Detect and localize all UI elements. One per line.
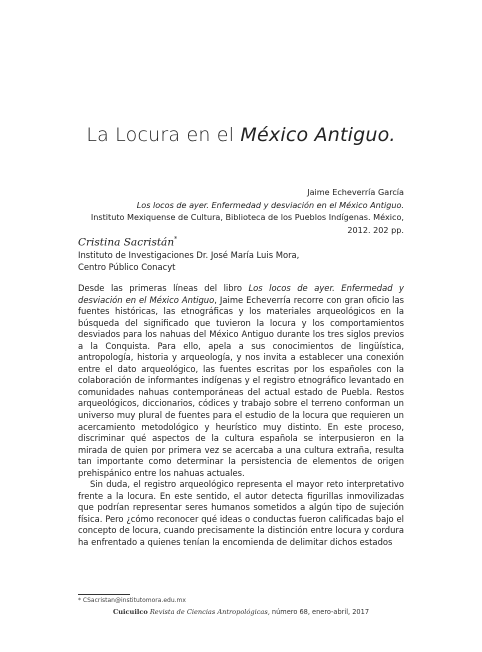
book-author: Jaime Echeverría García <box>307 187 404 197</box>
title-italic: México Antiguo. <box>240 124 396 146</box>
reviewer-name-text: Cristina Sacristán <box>78 236 175 249</box>
footnote-rule <box>78 594 130 595</box>
book-publisher: Instituto Mexiquense de Cultura, Biblioteca de los Pueblos Indígenas. México, <box>90 212 404 223</box>
journal-name: Cuicuilco <box>112 608 148 616</box>
footnote: * CSacristan@institutomora.edu.mx <box>78 597 186 604</box>
affiliation-line-2: Centro Público Conacyt <box>78 261 176 272</box>
paragraph-1 <box>78 283 404 479</box>
reviewer-affiliation <box>78 250 299 273</box>
book-year-pages: 2012. 202 pp. <box>347 224 404 235</box>
body-text <box>78 283 404 549</box>
journal-issue: número 68, enero-abril, 2017 <box>269 608 370 616</box>
affiliation-line-1: Instituto de Investigaciones Dr. José María Luis Mora, <box>78 250 300 260</box>
reviewer-name <box>78 236 177 249</box>
paragraph-2: Sin duda, el registro arqueológico representa el mayor reto interpretativo frente a la locura. En este sentido, el autor detecta figurillas inmovilizadas que podrían representar seres humanos sometidos a algún tipo de sujeción física. Pero ¿cómo reconocer qué ideas o conductas fueron calificadas bajo el concepto de locura, cuando precisamente la distinción entre locura y cordura ha enfrentado a quienes tenían la encomienda de delimitar dichos estados <box>78 479 404 548</box>
page-footer <box>0 608 482 616</box>
paragraph-1-book-title: Los locos de ayer. Enfermedad y desviación en el México Antiguo <box>78 283 405 305</box>
book-title: Los locos de ayer. Enfermedad y desviación en el México Antiguo. <box>136 199 404 210</box>
page-title <box>0 124 482 146</box>
book-reference <box>91 186 404 236</box>
paragraph-1-rest: , Jaime Echeverría recorre con gran oficio las fuentes históricas, las etnográficas y los materiales arqueológicos en la búsqueda del significado que tuvieron la locura y los comportamientos desviados para los nahuas del México Antiguo durante los tres siglos previos a la Conquista. Para ello, apela a sus conocimientos de lingüística, antropología, historia y arqueología, y nos invita a establecer una conexión entre el dato arqueológico, las fuentes escritas por los españoles con la colaboración de informantes indígenas y el registro etnográfico levantado en comunidades nahuas contemporáneas del actual estado de Puebla. Restos arqueológicos, diccionarios, códices y trabajo sobre el terreno conforman un universo muy plural de fuentes para el estudio de la locura que requieren un acercamiento metodológico y heurístico muy distinto. En este proceso, discriminar qué aspectos de la cultura española se interpusieron en la mirada de quien por primera vez se acercaba a una cultura extraña, resulta tan importante como determinar la persistencia de elementos de origen prehispánico entre los nahuas actuales. <box>78 294 404 478</box>
paragraph-1-start: Desde las primeras líneas del libro <box>78 283 249 293</box>
title-main: La Locura en el <box>86 124 241 146</box>
footnote-marker: * <box>174 236 178 243</box>
journal-subtitle: Revista de Ciencias Antropológicas, <box>147 608 270 616</box>
